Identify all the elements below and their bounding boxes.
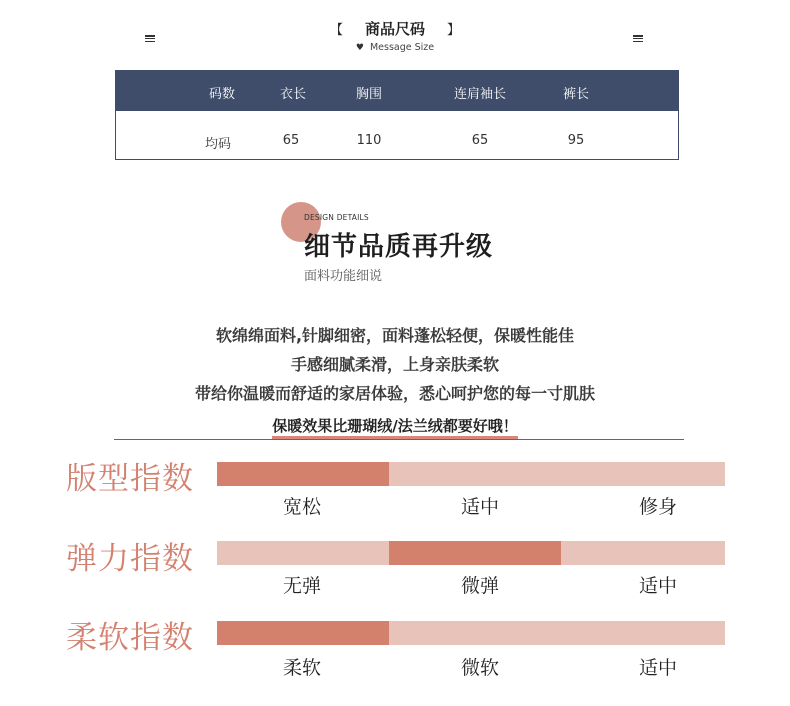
index-option: 无弹 (282, 575, 321, 597)
description-line: 带给你温暖而舒适的家居体验，悉心呵护您的每一寸肌肤 (194, 384, 595, 403)
highlight-line (0, 415, 790, 436)
index-option: 适中 (638, 657, 677, 679)
table-header-cell: 胸围 (355, 87, 382, 102)
index-bar-softness (217, 621, 725, 645)
design-details-title: 细节品质再升级 (304, 232, 494, 262)
index-option: 适中 (460, 496, 499, 518)
subtitle-text: Message Size (369, 42, 435, 53)
table-cell: 95 (567, 133, 585, 148)
index-option: 微弹 (460, 575, 499, 597)
index-bar-selected-segment (389, 541, 561, 565)
heart-icon: ♥ (355, 43, 364, 53)
index-bar-selected-segment (217, 621, 389, 645)
description-line: 手感细腻柔滑，上身亲肤柔软 (290, 355, 499, 374)
table-header-cell: 连肩袖长 (453, 87, 506, 102)
bracket-right: 】 (447, 23, 461, 38)
index-label-elasticity: 弹力指数 (66, 541, 194, 577)
table-cell: 均码 (204, 137, 231, 152)
table-header-cell: 衣长 (279, 87, 306, 102)
table-cell: 110 (356, 133, 382, 148)
index-label-softness: 柔软指数 (66, 620, 194, 656)
description-line: 软绵绵面料,针脚细密，面料蓬松轻便，保暖性能佳 (215, 326, 575, 345)
index-option: 修身 (638, 496, 677, 518)
highlight-text: 保暖效果比珊瑚绒/法兰绒都要好哦！ (272, 417, 517, 439)
index-option: 柔软 (282, 657, 321, 679)
index-option: 适中 (638, 575, 677, 597)
design-details-subtitle: 面料功能细说 (304, 269, 383, 284)
divider (114, 439, 684, 440)
table-header-row (116, 71, 678, 111)
index-option: 微软 (460, 657, 499, 679)
size-section-title (0, 18, 790, 39)
table-cell: 65 (282, 133, 300, 148)
table-header-cell: 码数 (208, 87, 235, 102)
size-table (115, 70, 679, 160)
index-bar-selected-segment (217, 462, 389, 486)
title-text: 商品尺码 (364, 20, 425, 38)
index-option: 宽松 (282, 496, 321, 518)
table-header-cell: 裤长 (562, 87, 589, 102)
index-bar-fit (217, 462, 725, 486)
table-cell: 65 (471, 133, 489, 148)
size-section-subtitle (0, 42, 790, 53)
design-details-en-label: DESIGN DETAILS (304, 213, 369, 222)
index-bar-elasticity (217, 541, 725, 565)
bracket-left: 【 (329, 23, 343, 38)
index-label-fit: 版型指数 (66, 461, 194, 497)
